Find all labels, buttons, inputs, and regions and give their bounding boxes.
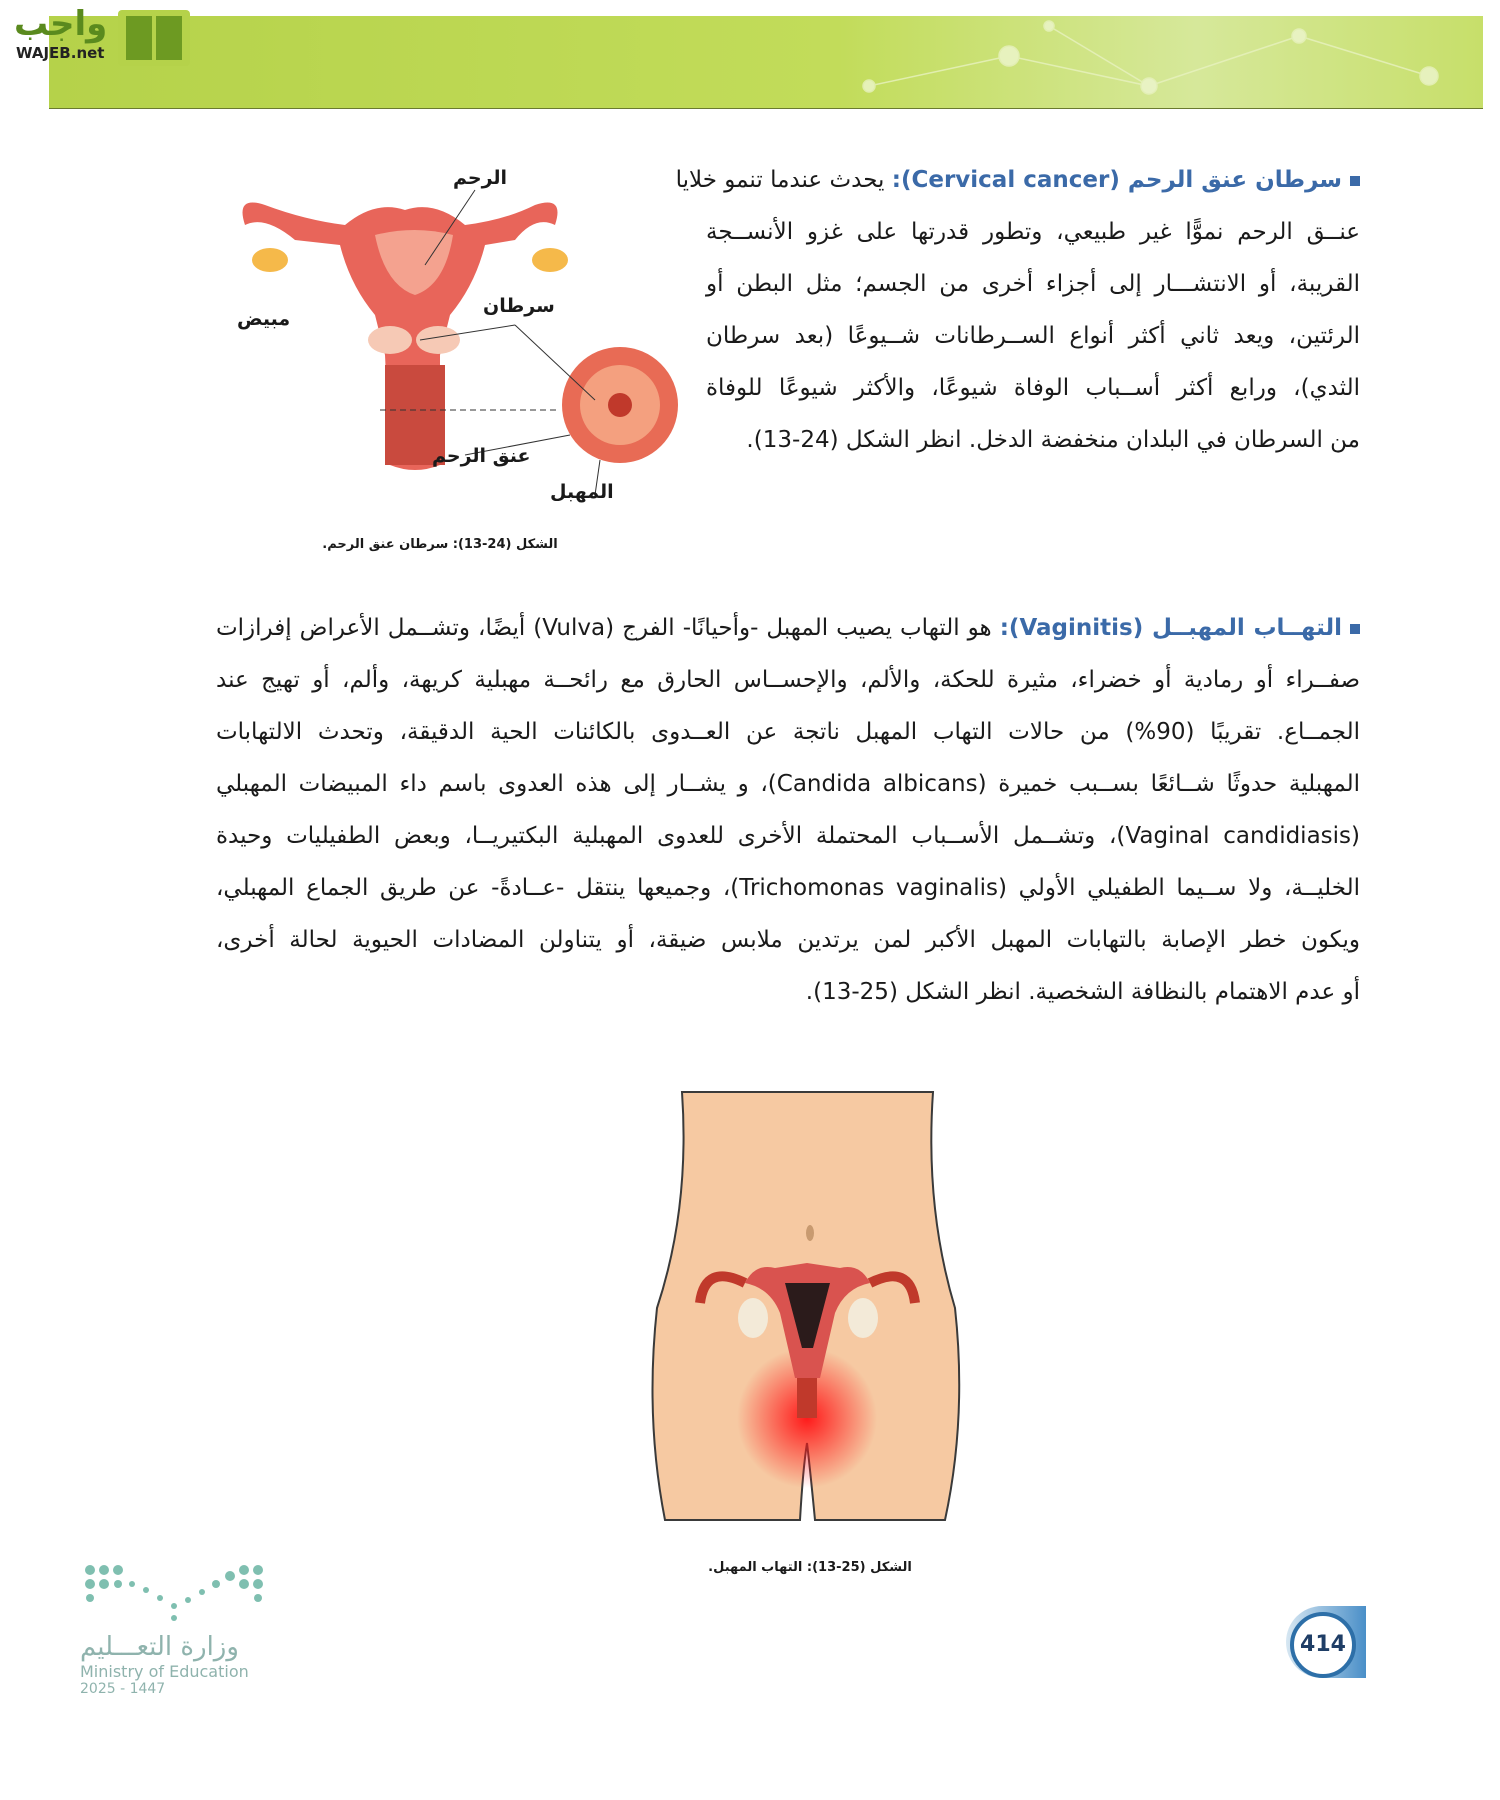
term-heading: التهــاب المهبــل (Vaginitis):	[999, 615, 1343, 641]
bullet-icon	[1350, 624, 1360, 634]
label-cancer: سرطان	[483, 295, 555, 317]
book-icon	[118, 10, 190, 66]
text-line: الخليــة، ولا ســيما الطفيلي الأولي (Trichomonas vaginalis)، وجميعها ينتقل -عــادةً- عن طريق الجماع المهبلي،	[216, 875, 1360, 901]
label-cervix: عنق الرحم	[432, 445, 531, 467]
ministry-dots-emblem	[80, 1560, 265, 1622]
ministry-name-arabic: وزارة التعـــليم	[80, 1632, 239, 1662]
vaginitis-paragraph	[216, 602, 1360, 1018]
term-heading: سرطان عنق الرحم (Cervical cancer):	[891, 167, 1342, 193]
text-line: المهبلية حدوثًا شــائعًا بســبب خميرة (Candida albicans)، و يشــار إلى هذه العدوى باسم داء المبيضات المهبلي	[216, 771, 1361, 797]
figure-vaginitis	[645, 1088, 970, 1523]
text-line: الثدي)، ورابع أكثر أســباب الوفاة شيوعًا، والأكثر شيوعًا للوفاة	[706, 375, 1360, 401]
text-line: الجمــاع. تقريبًا (90%) من حالات التهاب المهبل ناتجة عن العــدوى بالكائنات الحية الدقيقة، وتحدث الالتهابات	[216, 719, 1360, 745]
ministry-logo	[80, 1560, 280, 1697]
label-uterus: الرحم	[453, 167, 508, 189]
pelvis-diagram	[645, 1088, 970, 1523]
wajeb-logo	[8, 4, 188, 66]
label-vagina: المهبل	[550, 481, 614, 503]
header-banner	[49, 16, 1483, 109]
bullet-icon	[1350, 176, 1360, 186]
ministry-name-english: Ministry of Education	[80, 1662, 249, 1681]
page-number: 414	[1290, 1612, 1356, 1678]
text-line: هو التهاب يصيب المهبل -وأحيانًا- الفرج (Vulva) أيضًا، وتشــمل الأعراض إفرازات	[216, 615, 1000, 641]
text-line: صفــراء أو رمادية أو خضراء، مثيرة للحكة، والألم، والإحســاس الحارق مع رائحــة مهبلية كريهة، وألم، أو تهيج عند	[216, 667, 1360, 693]
text-line: عنــق الرحم نموًّا غير طبيعي، وتطور قدرتها على غزو الأنســجة	[706, 219, 1360, 245]
logo-arabic: واجب	[14, 4, 108, 44]
text-line: من السرطان في البلدان منخفضة الدخل. انظر الشكل (24-13).	[746, 427, 1360, 453]
text-line: الرئتين، ويعد ثاني أكثر أنواع الســرطانات شــيوعًا (بعد سرطان	[706, 323, 1360, 349]
logo-english: WAJEB.net	[16, 44, 105, 62]
year-label: 2025 - 1447	[80, 1681, 166, 1697]
text-line: يحدث عندما تنمو خلايا	[675, 167, 892, 193]
text-line: أو عدم الاهتمام بالنظافة الشخصية. انظر الشكل (25-13).	[805, 979, 1360, 1005]
cervical-cancer-paragraph	[675, 154, 1360, 466]
label-ovary: مبيض	[237, 308, 291, 330]
figure-caption: الشكل (24-13): سرطان عنق الرحم.	[322, 537, 558, 552]
text-line: ويكون خطر الإصابة بالتهابات المهبل الأكبر لمن يرتدين ملابس ضيقة، أو يتناولن المضادات الحيوية لحالة أخرى،	[216, 927, 1360, 953]
figure-caption: الشكل (25-13): التهاب المهبل.	[708, 1560, 912, 1575]
figure-cervical-cancer	[225, 165, 695, 510]
network-pattern-decoration	[49, 16, 1483, 108]
text-line: القريبة، أو الانتشـــار إلى أجزاء أخرى من الجسم؛ مثل البطن أو	[706, 271, 1360, 297]
text-line: (Vaginal candidiasis)، وتشــمل الأســباب المحتملة الأخرى للعدوى المهبلية البكتيريــا، وبعض الطفيليات وحيدة	[216, 823, 1361, 849]
page-number-badge	[1282, 1602, 1372, 1682]
